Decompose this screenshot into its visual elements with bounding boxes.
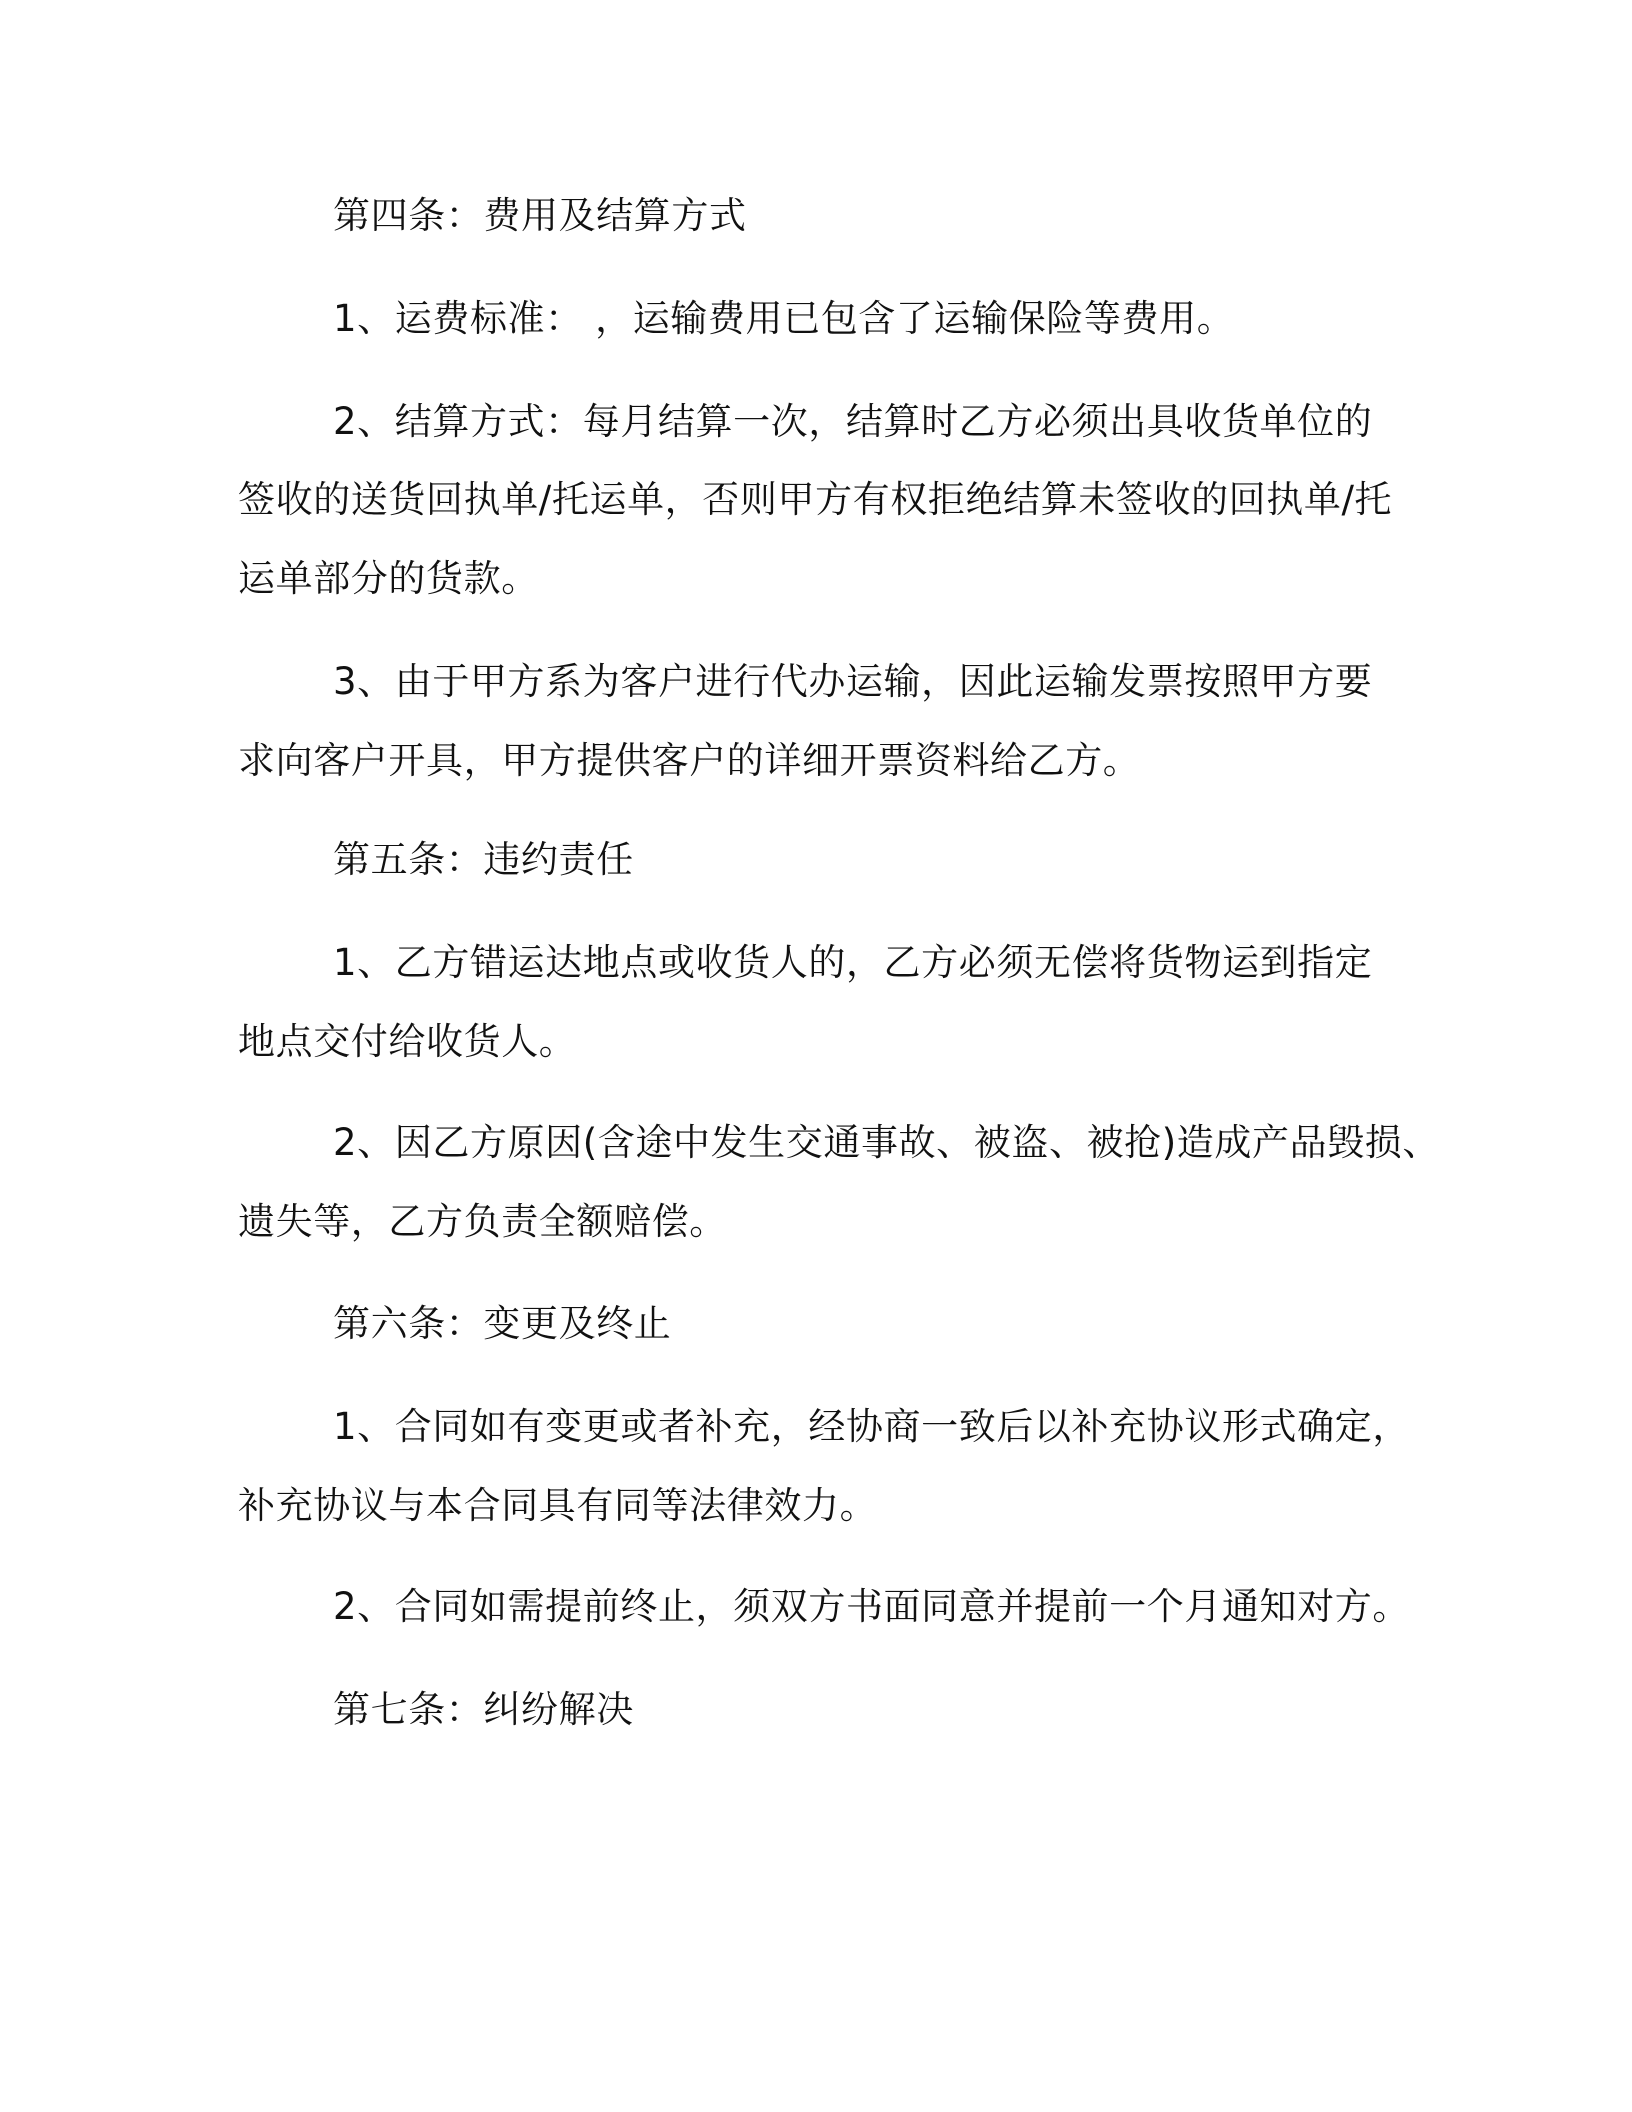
- article-6-clause-2: 2、合同如需提前终止，须双方书面同意并提前一个月通知对方。: [333, 1585, 1410, 1628]
- article-7-title: 第七条：纠纷解决: [333, 1688, 634, 1731]
- article-5-clause-2-line-1: 2、因乙方原因(含途中发生交通事故、被盗、被抢)造成产品毁损、: [333, 1121, 1441, 1164]
- article-5-clause-1-line-2: 地点交付给收货人。: [238, 1020, 577, 1063]
- article-5-clause-1-line-1: 1、乙方错运达地点或收货人的，乙方必须无偿将货物运到指定: [333, 941, 1373, 984]
- article-4-clause-3-line-2: 求向客户开具，甲方提供客户的详细开票资料给乙方。: [238, 739, 1141, 782]
- article-4-clause-2-line-1: 2、结算方式：每月结算一次，结算时乙方必须出具收货单位的: [333, 400, 1373, 443]
- article-5-title: 第五条：违约责任: [333, 838, 634, 881]
- article-4-clause-1: 1、运费标准： ，运输费用已包含了运输保险等费用。: [333, 297, 1235, 340]
- article-6-clause-1-line-2: 补充协议与本合同具有同等法律效力。: [238, 1484, 878, 1527]
- article-4-title: 第四条：费用及结算方式: [333, 194, 747, 237]
- article-4-clause-2-line-3: 运单部分的货款。: [238, 557, 539, 600]
- article-5-clause-2-line-2: 遗失等，乙方负责全额赔偿。: [238, 1200, 727, 1243]
- article-6-clause-1-line-1: 1、合同如有变更或者补充，经协商一致后以补充协议形式确定，: [333, 1405, 1410, 1448]
- article-6-title: 第六条：变更及终止: [333, 1302, 672, 1345]
- article-4-clause-2-line-2: 签收的送货回执单/托运单，否则甲方有权拒绝结算未签收的回执单/托: [238, 478, 1393, 521]
- article-4-clause-3-line-1: 3、由于甲方系为客户进行代办运输，因此运输发票按照甲方要: [333, 660, 1373, 703]
